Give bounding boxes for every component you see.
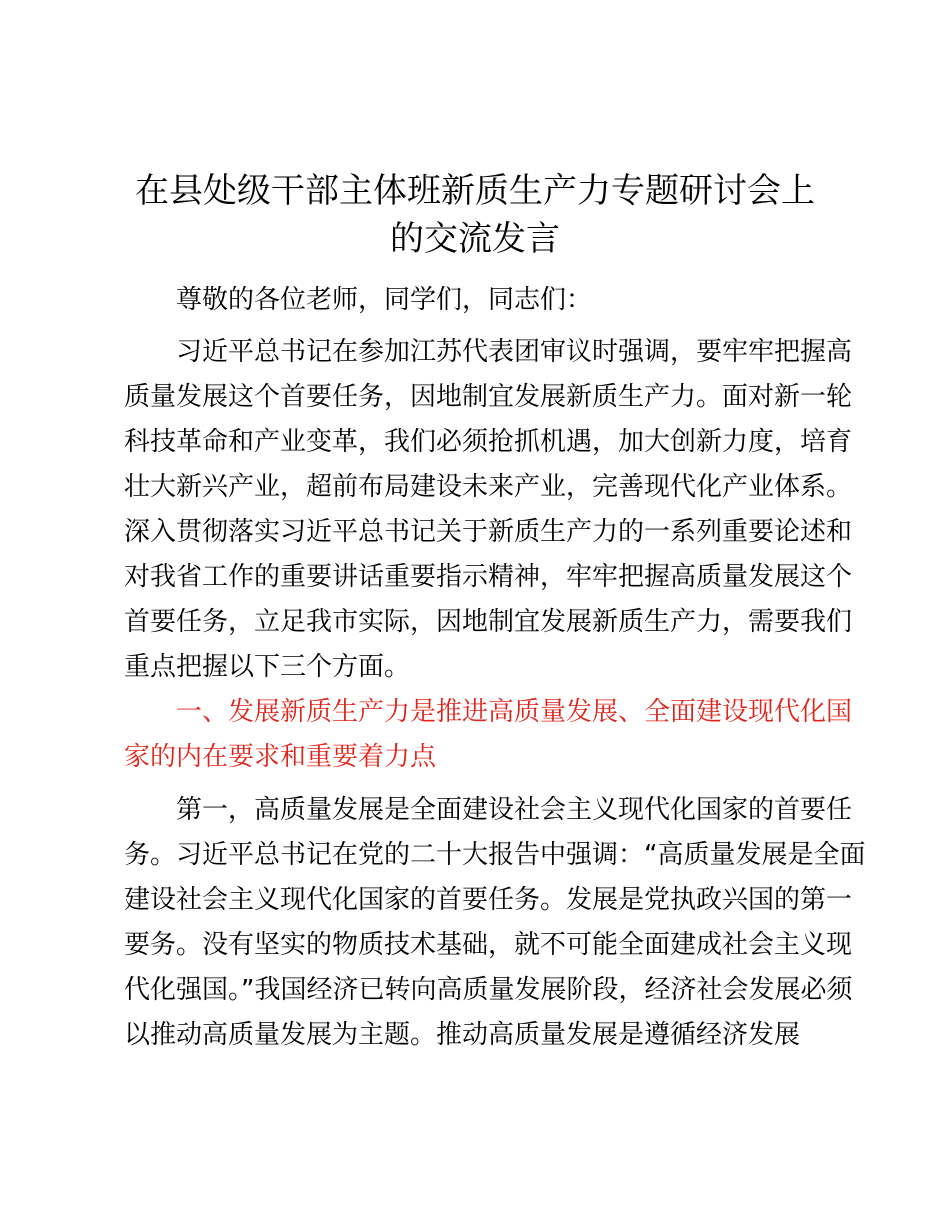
- document-title-line-2: 的交流发言: [390, 219, 560, 259]
- paragraph-2-line-5: 代化强国。”我国经济已转向高质量发展阶段，经济社会发展必须: [124, 975, 853, 1005]
- paragraph-2-line-2: 务。习近平总书记在党的二十大报告中强调：“高质量发展是全面: [124, 840, 866, 870]
- section-1-heading-line-2: 家的内在要求和重要着力点: [124, 742, 437, 772]
- paragraph-2-line-3: 建设社会主义现代化国家的首要任务。发展是党执政兴国的第一: [124, 885, 853, 915]
- paragraph-1-line-3: 科技革命和产业变革，我们必须抢抓机遇，加大创新力度，培育: [124, 427, 853, 457]
- paragraph-2-line-1: 第一，高质量发展是全面建设社会主义现代化国家的首要任: [176, 795, 853, 825]
- paragraph-1-line-8: 重点把握以下三个方面。: [124, 652, 411, 682]
- document-title-line-1: 在县处级干部主体班新质生产力专题研讨会上: [135, 171, 815, 211]
- paragraph-1-line-7: 首要任务，立足我市实际，因地制宜发展新质生产力，需要我们: [124, 607, 853, 637]
- salutation: 尊敬的各位老师，同学们，同志们：: [176, 285, 593, 315]
- paragraph-1-line-4: 壮大新兴产业，超前布局建设未来产业，完善现代化产业体系。: [124, 472, 853, 502]
- paragraph-1-line-2: 质量发展这个首要任务，因地制宜发展新质生产力。面对新一轮: [124, 382, 853, 412]
- paragraph-1-line-6: 对我省工作的重要讲话重要指示精神，牢牢把握高质量发展这个: [124, 562, 853, 592]
- paragraph-2-line-6: 以推动高质量发展为主题。推动高质量发展是遵循经济发展: [124, 1020, 801, 1050]
- paragraph-1-line-5: 深入贯彻落实习近平总书记关于新质生产力的一系列重要论述和: [124, 517, 853, 547]
- paragraph-1-line-1: 习近平总书记在参加江苏代表团审议时强调，要牢牢把握高: [176, 337, 853, 367]
- section-1-heading-line-1: 一、发展新质生产力是推进高质量发展、全面建设现代化国: [176, 697, 853, 727]
- paragraph-2-line-4: 要务。没有坚实的物质技术基础，就不可能全面建成社会主义现: [124, 930, 853, 960]
